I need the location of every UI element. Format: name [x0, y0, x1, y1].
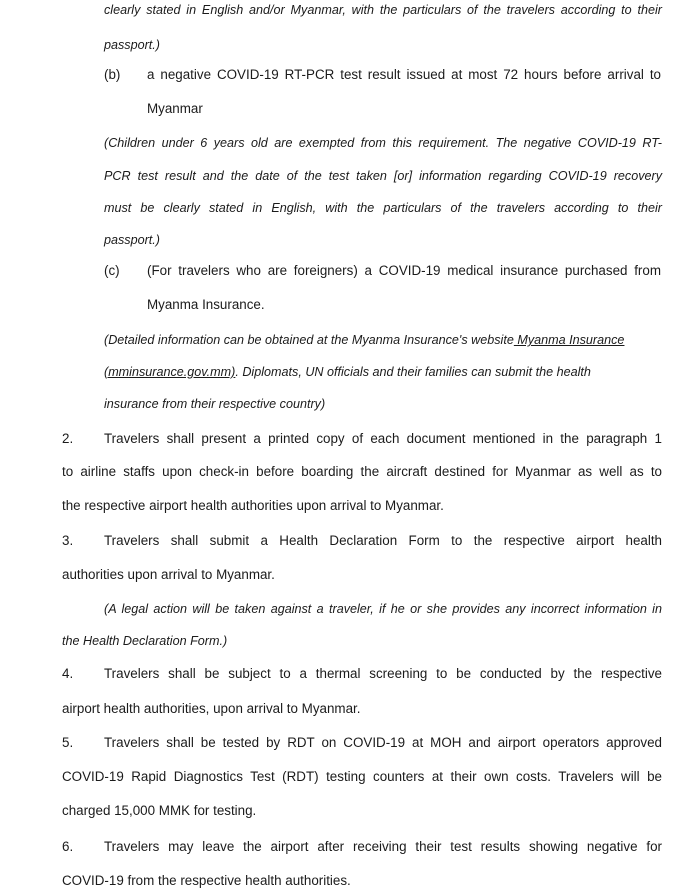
myanma-insurance-link[interactable]: Myanma Insurance	[513, 333, 625, 347]
item-c-line-2: Myanma Insurance.	[147, 297, 265, 312]
para-3-line-1: Travelers shall submit a Health Declaration Form to the respective airport health	[104, 533, 662, 548]
para-4-line-2: airport health authorities, upon arrival to Myanmar.	[62, 701, 361, 716]
para-4-line-1: Travelers shall be subject to a thermal screening to be conducted by the respective	[104, 666, 662, 681]
item-c-line-1: (For travelers who are foreigners) a COVID-19 medical insurance purchased from	[147, 263, 661, 278]
para-5-line-2: COVID-19 Rapid Diagnostics Test (RDT) testing counters at their own costs. Travelers will be	[62, 769, 662, 784]
item-c-note-text-2: . Diplomats, UN officials and their families can submit the health	[235, 365, 591, 379]
item-c-note-line-3: insurance from their respective country)	[104, 397, 326, 411]
item-a-note-line-2: passport.)	[104, 38, 160, 52]
para-3-note-line-2: the Health Declaration Form.)	[62, 634, 228, 648]
para-6-number: 6.	[62, 839, 74, 854]
item-b-note-line-2: PCR test result and the date of the test taken [or] information regarding COVID-19 recovery	[104, 169, 662, 183]
item-b-line-2: Myanmar	[147, 101, 203, 116]
item-b-note-line-3: must be clearly stated in English, with the particulars of the travelers according to their	[104, 201, 662, 215]
item-b-note-line-4: passport.)	[104, 233, 160, 247]
para-5-line-1: Travelers shall be tested by RDT on COVID-19 at MOH and airport operators approved	[104, 735, 662, 750]
para-3-note-line-1: (A legal action will be taken against a traveler, if he or she provides any incorrect information in	[104, 602, 662, 616]
item-c-note-text: (Detailed information can be obtained at the Myanma Insurance's website	[104, 333, 514, 347]
para-2-line-3: the respective airport health authorities upon arrival to Myanmar.	[62, 498, 444, 513]
para-5-line-3: charged 15,000 MMK for testing.	[62, 803, 257, 818]
item-c-label: (c)	[104, 263, 120, 278]
para-3-number: 3.	[62, 533, 74, 548]
para-3-line-2: authorities upon arrival to Myanmar.	[62, 567, 275, 582]
item-b-line-1: a negative COVID-19 RT-PCR test result issued at most 72 hours before arrival to	[147, 67, 661, 82]
item-b-note-line-1: (Children under 6 years old are exempted from this requirement. The negative COVID-19 RT-	[104, 136, 662, 150]
para-2-line-1: Travelers shall present a printed copy of each document mentioned in the paragraph 1	[104, 431, 662, 446]
item-b-label: (b)	[104, 67, 121, 82]
mminsurance-url-link[interactable]: (mminsurance.gov.mm)	[104, 365, 236, 379]
item-a-note-line-1: clearly stated in English and/or Myanmar, with the particulars of the travelers according to their	[104, 3, 662, 17]
para-2-line-2: to airline staffs upon check-in before boarding the aircraft destined for Myanmar as well as to	[62, 464, 662, 479]
para-4-number: 4.	[62, 666, 74, 681]
para-6-line-2: COVID-19 from the respective health authorities.	[62, 873, 351, 888]
item-c-note-line-1	[104, 331, 624, 349]
item-c-note-line-2	[104, 363, 591, 381]
para-2-number: 2.	[62, 431, 74, 446]
para-6-line-1: Travelers may leave the airport after receiving their test results showing negative for	[104, 839, 662, 854]
para-5-number: 5.	[62, 735, 74, 750]
